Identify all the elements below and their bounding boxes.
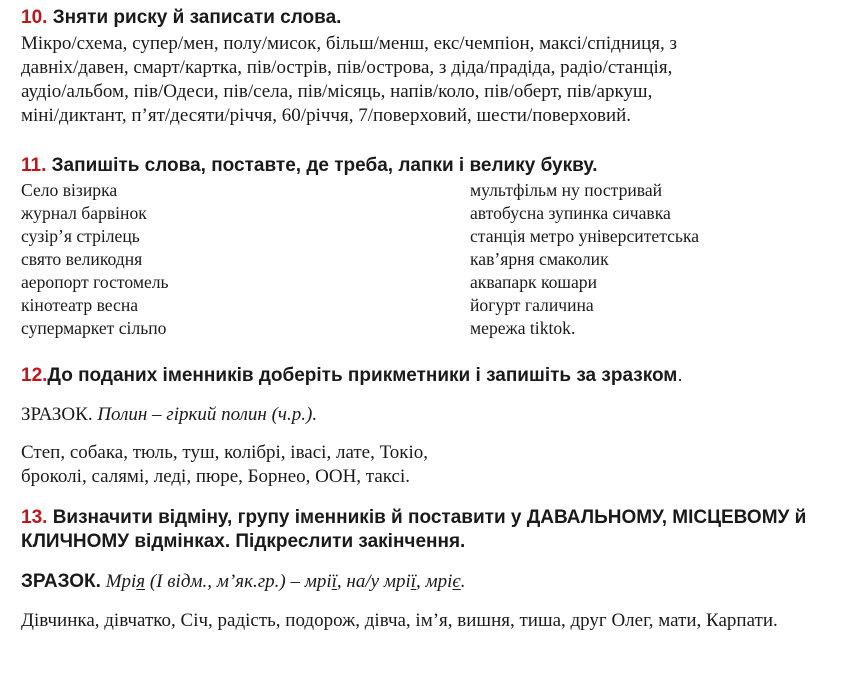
list-item: супермаркет сільпо (21, 318, 167, 338)
sample-tail: . (460, 571, 466, 592)
sample-text: Полин – гіркий полин (ч.р.). (97, 404, 318, 425)
exercise-13-title-line2: КЛИЧНОМУ відмінках. Підкреслити закінчення. (21, 531, 466, 552)
sample-text (106, 571, 466, 592)
list-item: аквапарк кошари (470, 272, 597, 292)
list-item: автобусна зупинка сичавка (470, 203, 671, 223)
exercise-10-text (21, 32, 677, 128)
list-item: мультфільм ну постривай (470, 180, 663, 200)
exercise-11-number: 11. (21, 155, 47, 176)
exercise-13-title-line1: Визначити відміну, групу іменників й поставити у ДАВАЛЬНОМУ, МІСЦЕВОМУ й (52, 507, 807, 528)
list-item: станція метро університетська (470, 226, 700, 246)
list-item: йогурт галичина (470, 295, 594, 315)
list-item: мережа tiktok. (470, 318, 576, 338)
exercise-12-heading (21, 364, 683, 388)
exercise-13-words: Дівчинка, дівчатко, Січ, радість, подорож, дівча, ім’я, вишня, тиша, друг Олег, мати, Карпати. (21, 610, 778, 631)
list-item: сузір’я стрілець (21, 226, 140, 246)
list-item: аеропорт гостомель (21, 272, 169, 292)
exercise-11-heading (21, 154, 598, 178)
exercise-10-heading (21, 6, 341, 30)
exercise-12-line: Степ, собака, тюль, туш, колібрі, івасі, лате, Токіо, (21, 442, 429, 463)
sample-word-stem: мрі (425, 571, 453, 592)
exercise-10-line: Мікро/схема, супер/мен, полу/мисок, більш/менш, екс/чемпіон, максі/спідниця, з (21, 33, 678, 54)
list-item: свято великодня (21, 249, 143, 269)
list-item: Село візирка (21, 180, 118, 200)
exercise-12-words (21, 441, 428, 489)
exercise-12-sample (21, 403, 317, 427)
exercise-10-line: міні/диктант, п’ят/десяти/річчя, 60/річчя, 7/поверховий, шести/поверховий. (21, 105, 632, 126)
exercise-11-left-column (21, 179, 169, 340)
exercise-12-title-period: . (677, 365, 683, 386)
sample-word-ending: є (452, 571, 461, 592)
sample-word-ending: ї (331, 571, 337, 592)
exercise-11-title: Запишіть слова, поставте, де треба, лапки і велику букву. (51, 155, 598, 176)
sample-separator: , (416, 571, 426, 592)
sample-separator: , на/у (336, 571, 384, 592)
exercise-13-sample (21, 570, 465, 594)
exercise-10-line: давніх/давен, смарт/картка, пів/острів, пів/острова, з діда/прадіда, радіо/станція, (21, 57, 673, 78)
exercise-10-line: аудіо/альбом, пів/Одеси, пів/села, пів/місяць, напів/коло, пів/оберт, пів/аркуш, (21, 81, 653, 102)
exercise-13-heading (21, 506, 806, 554)
exercise-10-title: Зняти риску й записати слова. (52, 7, 342, 28)
sample-word-stem: мрі (383, 571, 411, 592)
list-item: журнал барвінок (21, 203, 147, 223)
sample-note: (І відм., м’як.гр.) – (145, 571, 305, 592)
sample-word-ending: ї (410, 571, 416, 592)
sample-word-ending: я (136, 571, 146, 592)
sample-label: ЗРАЗОК. (21, 404, 93, 425)
list-item: кав’ярня смаколик (470, 249, 609, 269)
exercise-12-number: 12. (21, 365, 48, 386)
sample-word-stem: Мрі (105, 571, 137, 592)
exercise-10-number: 10. (21, 7, 48, 28)
sample-label: ЗРАЗОК. (21, 571, 101, 592)
exercise-12-title: До поданих іменників доберіть прикметники і запишіть за зразком (47, 365, 678, 386)
list-item: кінотеатр весна (21, 295, 139, 315)
exercise-13-number: 13. (21, 507, 48, 528)
exercise-11-right-column (470, 179, 699, 340)
exercise-12-line: броколі, салямі, леді, пюре, Борнео, ООН, таксі. (21, 466, 410, 487)
sample-word-stem: мрі (304, 571, 332, 592)
